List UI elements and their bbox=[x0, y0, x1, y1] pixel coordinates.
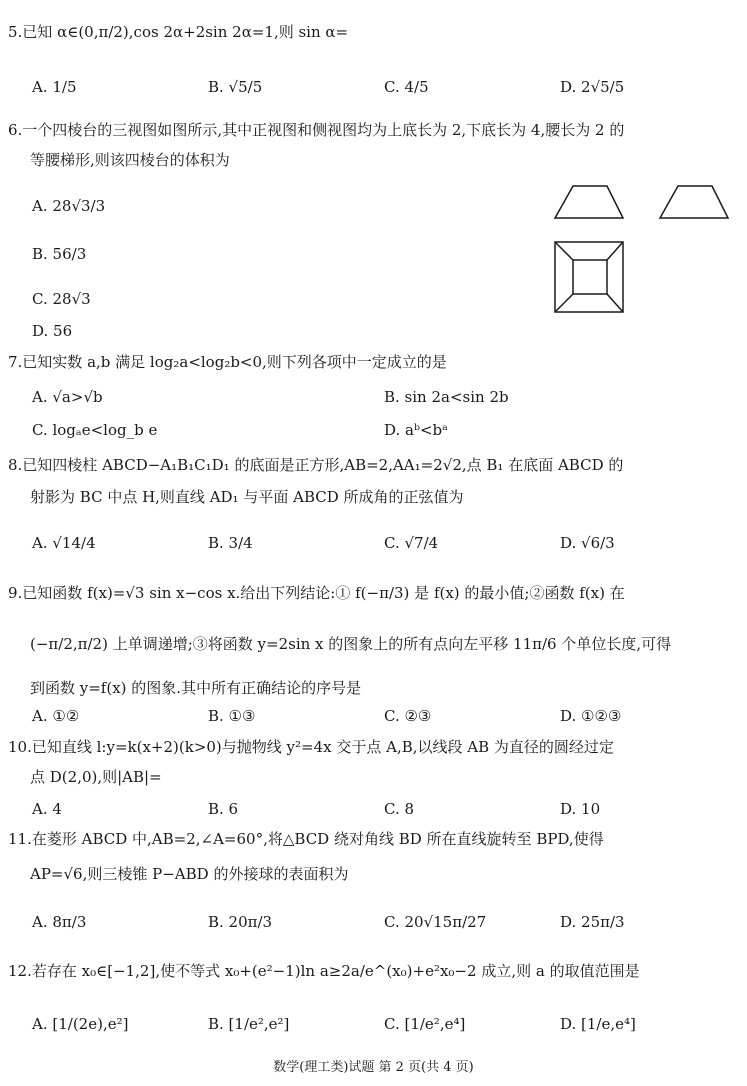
q10-option-d: D. 10 bbox=[560, 800, 601, 818]
q12-option-d: D. [1/e,e⁴] bbox=[560, 1015, 636, 1033]
q6-option-a: A. 28√3/3 bbox=[32, 197, 106, 215]
q11-option-d: D. 25π/3 bbox=[560, 913, 625, 931]
q5-option-d: D. 2√5/5 bbox=[560, 78, 625, 96]
q10-option-b: B. 6 bbox=[208, 800, 239, 818]
three-view-figure bbox=[545, 180, 740, 320]
q10-stem-line2: 点 D(2,0),则|AB|= bbox=[30, 768, 162, 786]
q11-option-a: A. 8π/3 bbox=[32, 913, 87, 931]
page-footer: 数学(理工类)试题 第 2 页(共 4 页) bbox=[273, 1060, 474, 1075]
q11-option-b: B. 20π/3 bbox=[208, 913, 273, 931]
front-view-trapezoid bbox=[555, 186, 623, 218]
q8-option-a: A. √14/4 bbox=[32, 534, 96, 552]
q9-stem-line2: (−π/2,π/2) 上单调递增;③将函数 y=2sin x 的图象上的所有点向左平移 11π/6 个单位长度,可得 bbox=[30, 635, 672, 653]
q7-option-a: A. √a>√b bbox=[32, 388, 103, 406]
q5-option-a: A. 1/5 bbox=[32, 78, 77, 96]
q5-option-b: B. √5/5 bbox=[208, 78, 263, 96]
q12-option-c: C. [1/e²,e⁴] bbox=[384, 1015, 466, 1033]
top-view-inner-square bbox=[573, 260, 607, 294]
q8-stem-line2: 射影为 BC 中点 H,则直线 AD₁ 与平面 ABCD 所成角的正弦值为 bbox=[30, 488, 464, 506]
q11-stem-line2: AP=√6,则三棱锥 P−ABD 的外接球的表面积为 bbox=[30, 865, 349, 883]
q12-stem: 12.若存在 x₀∈[−1,2],使不等式 x₀+(e²−1)ln a≥2a/e^(x₀)+e²x₀−2 成立,则 a 的取值范围是 bbox=[8, 962, 640, 980]
q11-option-c: C. 20√15π/27 bbox=[384, 913, 487, 931]
q5-option-c: C. 4/5 bbox=[384, 78, 429, 96]
q10-stem-line1: 10.已知直线 l:y=k(x+2)(k>0)与抛物线 y²=4x 交于点 A,B,以线段 AB 为直径的圆经过定 bbox=[8, 738, 614, 756]
q8-option-d: D. √6/3 bbox=[560, 534, 615, 552]
q12-option-a: A. [1/(2e),e²] bbox=[32, 1015, 129, 1033]
q7-stem: 7.已知实数 a,b 满足 log₂a<log₂b<0,则下列各项中一定成立的是 bbox=[8, 353, 447, 371]
q6-option-c: C. 28√3 bbox=[32, 290, 91, 308]
q7-option-b: B. sin 2a<sin 2b bbox=[384, 388, 509, 406]
q8-option-b: B. 3/4 bbox=[208, 534, 253, 552]
q9-stem-line1: 9.已知函数 f(x)=√3 sin x−cos x.给出下列结论:① f(−π/3) 是 f(x) 的最小值;②函数 f(x) 在 bbox=[8, 584, 625, 602]
q11-stem-line1: 11.在菱形 ABCD 中,AB=2,∠A=60°,将△BCD 绕对角线 BD 所在直线旋转至 BPD,使得 bbox=[8, 830, 604, 848]
q10-option-a: A. 4 bbox=[32, 800, 62, 818]
q7-option-d: D. aᵇ<bᵃ bbox=[384, 421, 448, 439]
side-view-trapezoid bbox=[660, 186, 728, 218]
q6-option-b: B. 56/3 bbox=[32, 245, 87, 263]
q5-stem: 5.已知 α∈(0,π/2),cos 2α+2sin 2α=1,则 sin α= bbox=[8, 23, 349, 41]
q9-option-c: C. ②③ bbox=[384, 707, 432, 725]
q12-option-b: B. [1/e²,e²] bbox=[208, 1015, 290, 1033]
q6-stem-line1: 6.一个四棱台的三视图如图所示,其中正视图和侧视图均为上底长为 2,下底长为 4,腰长为 2 的 bbox=[8, 121, 625, 139]
q6-stem-line2: 等腰梯形,则该四棱台的体积为 bbox=[30, 151, 230, 169]
q8-option-c: C. √7/4 bbox=[384, 534, 439, 552]
q9-stem-line3: 到函数 y=f(x) 的图象.其中所有正确结论的序号是 bbox=[30, 679, 362, 697]
q8-stem-line1: 8.已知四棱柱 ABCD−A₁B₁C₁D₁ 的底面是正方形,AB=2,AA₁=2√2,点 B₁ 在底面 ABCD 的 bbox=[8, 456, 624, 474]
q9-option-b: B. ①③ bbox=[208, 707, 256, 725]
q7-option-c: C. logₐe<log_b e bbox=[32, 421, 158, 439]
q9-option-d: D. ①②③ bbox=[560, 707, 622, 725]
q10-option-c: C. 8 bbox=[384, 800, 415, 818]
q9-option-a: A. ①② bbox=[32, 707, 80, 725]
q6-option-d: D. 56 bbox=[32, 322, 73, 340]
